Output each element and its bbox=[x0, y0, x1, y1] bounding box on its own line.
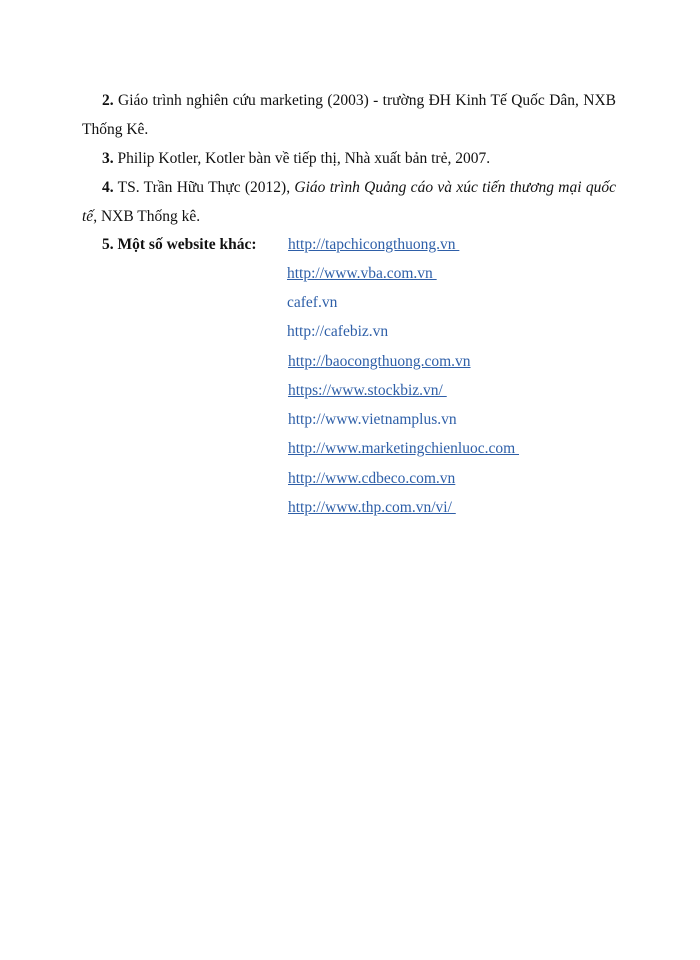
website-link[interactable]: http://www.cdbeco.com.vn bbox=[288, 470, 456, 487]
website-link[interactable]: cafef.vn bbox=[287, 294, 338, 311]
website-link[interactable]: http://www.vietnamplus.vn bbox=[288, 411, 457, 428]
website-link[interactable]: http://tapchicongthuong.vn bbox=[288, 236, 460, 253]
reference-text: Giáo trình nghiên cứu marketing (2003) - trường ĐH Kinh Tế Quốc Dân, NXB Thống Kê. bbox=[82, 92, 616, 138]
reference-item-2 bbox=[82, 86, 616, 144]
reference-item-4 bbox=[82, 173, 616, 231]
website-link[interactable]: http://www.thp.com.vn/vi/ bbox=[288, 499, 456, 516]
website-link[interactable]: http://www.vba.com.vn bbox=[287, 265, 437, 282]
reference-item-3 bbox=[82, 144, 616, 173]
website-link[interactable]: https://www.stockbiz.vn/ bbox=[288, 382, 447, 399]
website-link[interactable]: http://cafebiz.vn bbox=[287, 323, 389, 340]
website-link[interactable]: http://www.marketingchienluoc.com bbox=[288, 440, 520, 457]
reference-number: 3. bbox=[102, 150, 114, 167]
websites-label bbox=[102, 232, 257, 258]
reference-text-before: TS. Trần Hữu Thực (2012), bbox=[117, 179, 295, 196]
website-link[interactable]: http://baocongthuong.com.vn bbox=[288, 353, 471, 370]
reference-number: 5. bbox=[102, 236, 114, 253]
reference-italic-title: Giáo trình Quảng cáo và xúc tiến thương mại quốc tế bbox=[82, 179, 616, 225]
reference-number: 4. bbox=[102, 179, 114, 196]
reference-text: Philip Kotler, Kotler bàn về tiếp thị, Nhà xuất bản trẻ, 2007. bbox=[117, 150, 491, 167]
reference-text-after: , NXB Thống kê. bbox=[93, 208, 201, 225]
reference-number: 2. bbox=[102, 92, 114, 109]
websites-label-text: Một số website khác: bbox=[117, 236, 257, 253]
